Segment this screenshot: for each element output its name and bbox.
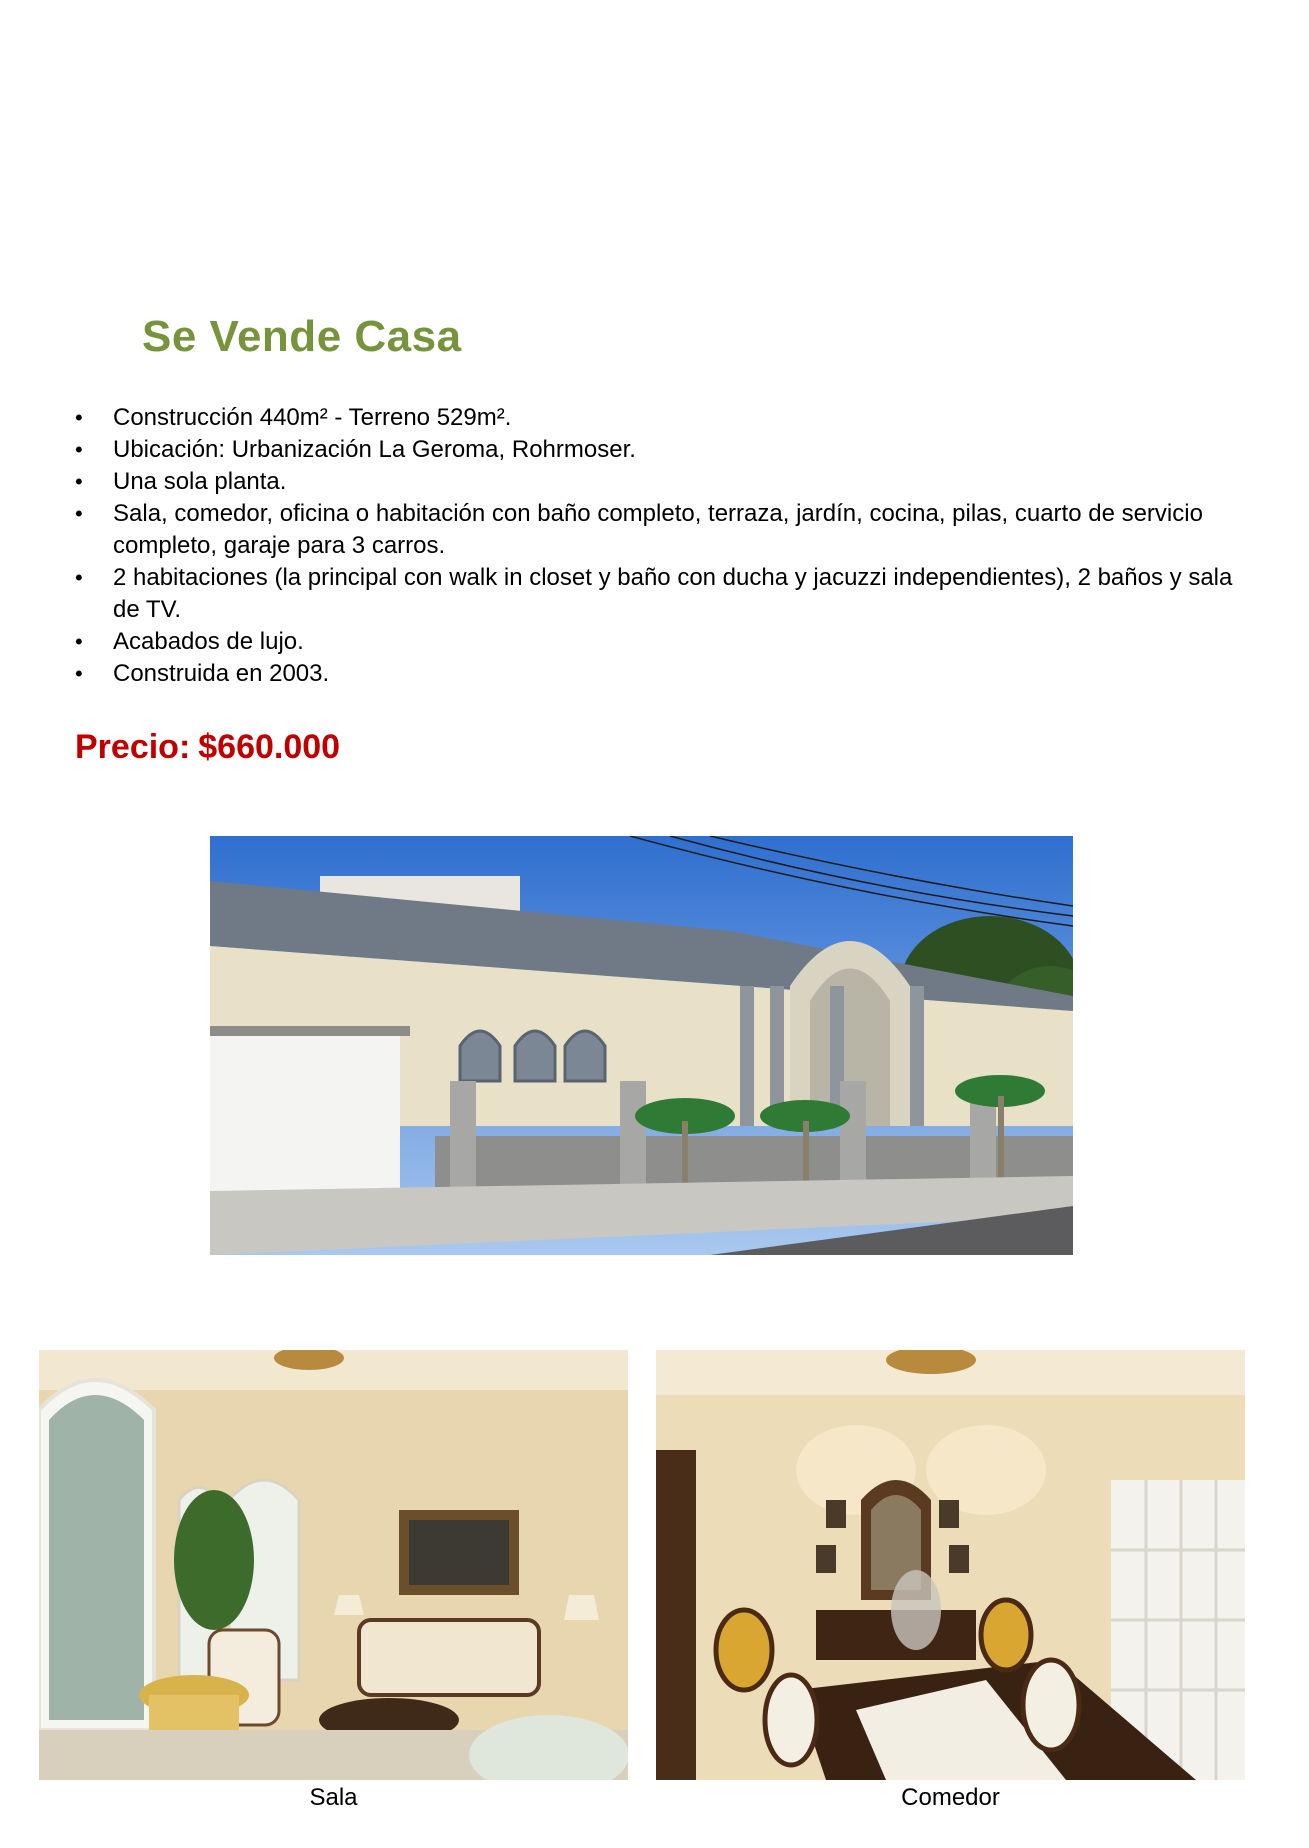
price [75,728,340,767]
sala-caption: Sala [309,1784,358,1811]
feature-item: • Construida en 2003. [75,658,1255,690]
price-label: Precio: [75,728,191,766]
feature-item: • Acabados de lujo. [75,626,1255,658]
exterior-photo [210,836,1073,1255]
feature-list [75,402,1255,690]
comedor-photo [656,1350,1245,1780]
feature-item: • 2 habitaciones (la principal con walk in closet y baño con ducha y jacuzzi independientes), 2 baños y sala de TV. [75,562,1255,626]
feature-item: • Ubicación: Urbanización La Geroma, Rohrmoser. [75,434,1255,466]
feature-item: • Una sola planta. [75,466,1255,498]
feature-item: • Construcción 440m² - Terreno 529m². [75,402,1255,434]
price-value: $660.000 [198,728,341,766]
feature-item: • Sala, comedor, oficina o habitación con baño completo, terraza, jardín, cocina, pilas, cuarto de servicio completo, garaje para 3 carros. [75,498,1255,562]
listing-title: Se Vende Casa [142,312,462,361]
comedor-caption: Comedor [901,1784,1000,1811]
sala-photo [39,1350,628,1780]
